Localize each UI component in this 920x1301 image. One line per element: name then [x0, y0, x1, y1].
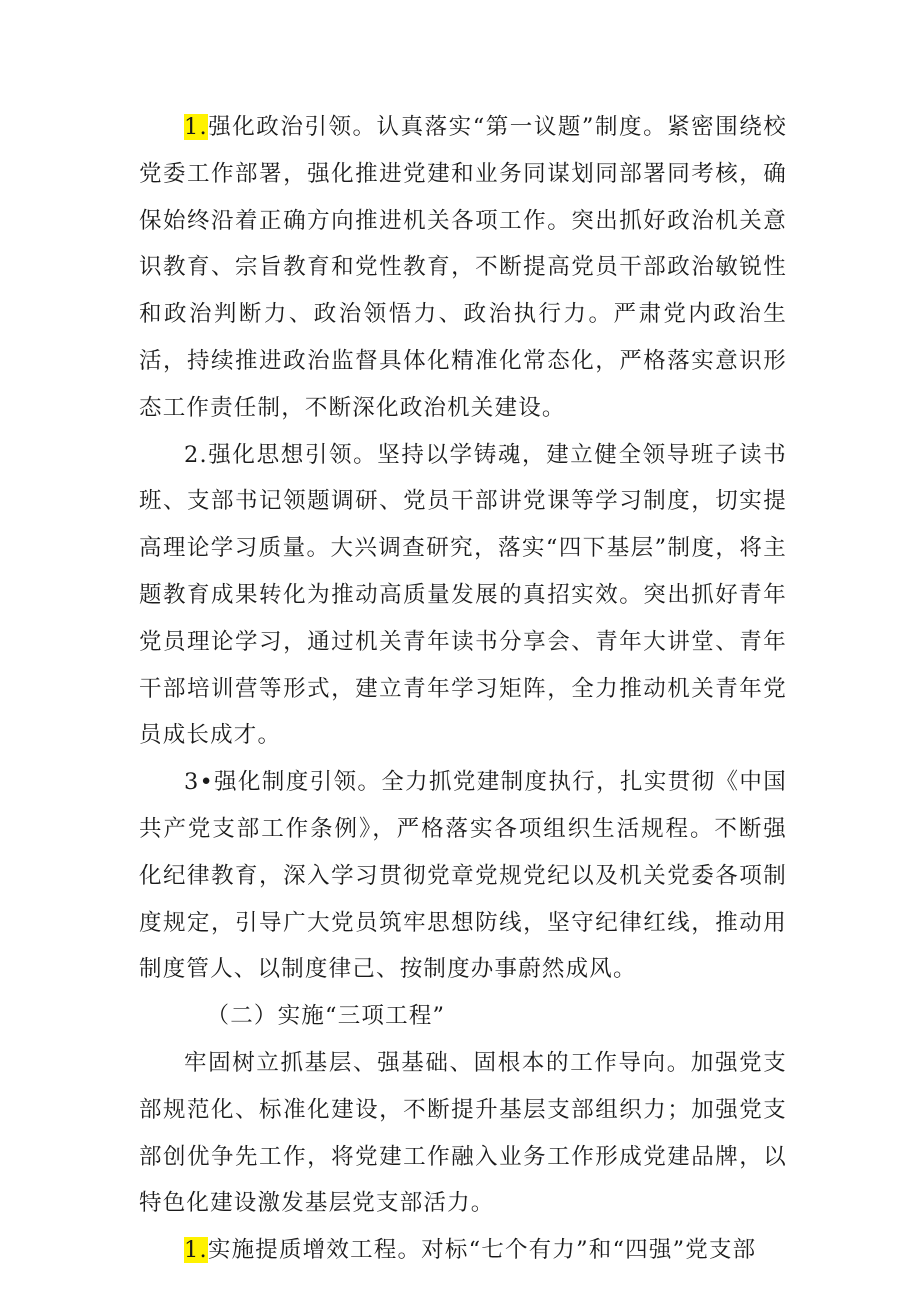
highlighted-item-number: 1.	[184, 1237, 208, 1264]
paragraph-quality-project	[139, 1227, 787, 1274]
paragraph-section-intro	[139, 1040, 787, 1227]
paragraph-text: 牢固树立抓基层、强基础、固根本的工作导向。加强党支部规范化、标准化建设，不断提升基层支部组织力；加强党支部创优争先工作，将党建工作融入业务工作形成党建品牌，以特色化建设激发基层党支部活力。	[139, 1049, 787, 1217]
paragraph-text: 实施提质增效工程。对标“七个有力”和“四强”党支部	[207, 1237, 757, 1264]
paragraph-political-leadership	[139, 104, 787, 432]
paragraph-text: 强化思想引领。坚持以学铸魂，建立健全领导班子读书班、支部书记领题调研、党员干部讲党课等学习制度，切实提高理论学习质量。大兴调查研究，落实“四下基层”制度，将主题教育成果转化为推动高质量发展的真招实效。突出抓好青年党员理论学习，通过机关青年读书分享会、青年大讲堂、青年干部培训营等形式，建立青年学习矩阵，全力推动机关青年党员成长成才。	[139, 441, 787, 749]
paragraph-institutional-leadership	[139, 759, 787, 993]
paragraph-text: 强化政治引领。认真落实“第一议题”制度。紧密围绕校党委工作部署，强化推进党建和业务同谋划同部署同考核，确保始终沿着正确方向推进机关各项工作。突出抓好政治机关意识教育、宗旨教育和党性教育，不断提高党员干部政治敏锐性和政治判断力、政治领悟力、政治执行力。严肃党内政治生活，持续推进政治监督具体化精准化常态化，严格落实意识形态工作责任制，不断深化政治机关建设。	[139, 114, 787, 421]
section-heading-three-projects	[139, 993, 787, 1040]
item-number: 3•	[184, 769, 214, 796]
paragraph-text: 强化制度引领。全力抓党建制度执行，扎实贯彻《中国共产党支部工作条例》，严格落实各项组织生活规程。不断强化纪律教育，深入学习贯彻党章党规党纪以及机关党委各项制度规定，引导广大党员筑牢思想防线，坚守纪律红线，推动用制度管人、以制度律己、按制度办事蔚然成风。	[139, 769, 787, 983]
item-number: 2.	[184, 441, 208, 468]
section-heading-text: （二）实施“三项工程”	[206, 1003, 446, 1030]
highlighted-item-number: 1.	[184, 114, 208, 140]
document-body	[139, 104, 787, 1274]
paragraph-ideological-leadership	[139, 432, 787, 760]
